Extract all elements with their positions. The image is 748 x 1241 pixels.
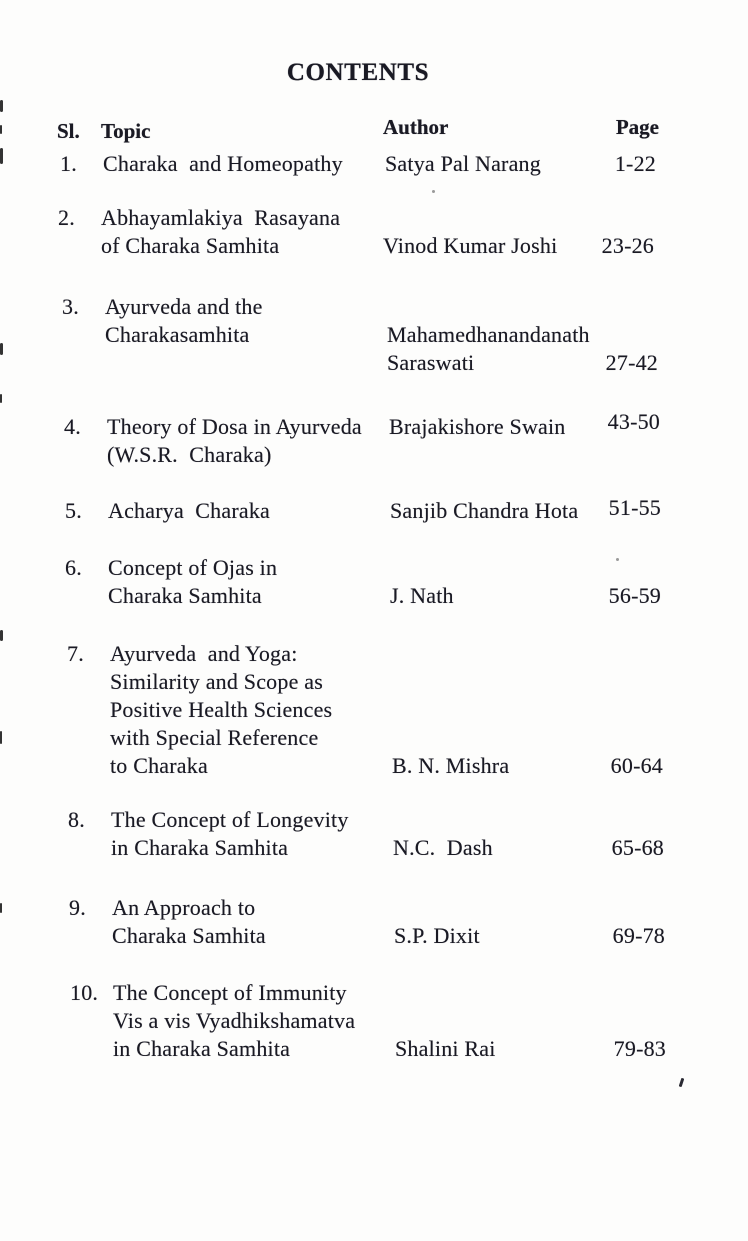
entry-topic: Acharya Charaka [108,498,271,523]
entry-topic: Charakasamhita [105,322,250,347]
page-title: CONTENTS [286,59,430,86]
entry-serial: 7. [67,641,84,666]
entry-author: J. Nath [390,583,454,608]
entry-line [58,204,654,232]
entry-line [62,293,658,321]
entry-line [58,232,654,260]
entry-topic: Charaka Samhita [108,583,262,608]
entry-line [68,834,664,862]
entry-topic: with Special Reference [110,725,319,750]
entry-line [70,979,666,1007]
entry-line [62,321,658,349]
entry-topic: (W.S.R. Charaka) [107,442,272,467]
contents-entry [58,204,654,260]
contents-entry [65,497,661,525]
entry-serial: 3. [62,294,79,319]
entry-topic: Similarity and Scope as [110,669,323,694]
entry-topic: in Charaka Samhita [113,1036,291,1061]
entry-page-range: 65-68 [611,835,664,860]
entry-line [67,752,663,780]
entry-line [69,922,665,950]
table-header-row [57,113,659,141]
entry-author: Vinod Kumar Joshi [383,233,558,258]
scan-speck [0,731,2,744]
entry-author: Satya Pal Narang [385,151,541,176]
scan-speck [432,190,435,193]
entry-line [65,582,661,610]
entry-topic: of Charaka Samhita [101,233,280,258]
entry-topic: Ayurveda and Yoga: [110,641,298,666]
entry-page-range: 1-22 [614,151,656,176]
entry-page-range: 43-50 [607,409,660,434]
entry-line [68,806,664,834]
entry-page-range: 79-83 [613,1036,666,1061]
entry-topic: Ayurveda and the [105,294,263,319]
entry-author: Mahamedhanandanath [387,322,590,347]
entry-serial: 9. [69,895,86,920]
entry-topic: Abhayamlakiya Rasayana [101,205,341,230]
contents-entry [62,293,658,377]
entry-line [67,696,663,724]
contents-entry [69,894,665,950]
entry-page-range: 56-59 [608,583,661,608]
contents-entry [67,640,663,780]
entry-topic: An Approach to [112,895,256,920]
entry-page-range: 60-64 [610,753,663,778]
scan-speck [0,630,3,641]
entry-line [67,640,663,668]
column-header-sl: Sl. [57,119,80,143]
entry-topic: in Charaka Samhita [111,835,289,860]
entry-line [67,724,663,752]
entry-author: Sanjib Chandra Hota [390,498,579,523]
entry-author: B. N. Mishra [392,753,510,778]
entry-line [65,497,661,525]
scan-speck [0,394,2,403]
entry-topic: Positive Health Sciences [110,697,333,722]
entry-topic: The Concept of Longevity [111,807,349,832]
entry-line [70,1035,666,1063]
entry-serial: 1. [60,151,77,176]
entry-author: Brajakishore Swain [389,414,566,439]
entry-topic: to Charaka [110,753,208,778]
entry-topic: Charaka and Homeopathy [103,151,343,176]
contents-entry [70,979,666,1063]
entry-author: Saraswati [387,350,475,375]
entry-serial: 5. [65,498,82,523]
entry-line [70,1007,666,1035]
contents-entry [68,806,664,862]
entry-serial: 4. [64,414,81,439]
entry-author: S.P. Dixit [394,923,480,948]
entry-line [64,441,660,469]
entry-page-range: 27-42 [605,350,658,375]
entry-line [67,668,663,696]
scan-speck [0,343,3,355]
entry-serial: 6. [65,555,82,580]
entry-line [69,894,665,922]
entry-topic: Vis a vis Vyadhikshamatva [113,1008,356,1033]
entry-topic: The Concept of Immunity [113,980,347,1005]
entry-page-range: 23-26 [601,233,654,258]
entry-line [62,349,658,377]
scan-speck [679,1078,685,1087]
entry-topic: Theory of Dosa in Ayurveda [107,414,362,439]
contents-entry [65,554,661,610]
entry-serial: 8. [68,807,85,832]
entry-author: N.C. Dash [393,835,493,860]
entry-line [64,409,660,441]
column-header-author: Author [383,115,449,139]
scan-speck [0,148,3,164]
entry-page-range: 69-78 [612,923,665,948]
entry-topic: Charaka Samhita [112,923,266,948]
scan-speck [0,100,3,112]
scan-speck [0,125,2,134]
scan-speck [616,558,619,561]
scan-speck [0,903,2,913]
entry-author: Shalini Rai [395,1036,496,1061]
entry-line [65,554,661,582]
contents-entry [64,409,660,469]
column-header-page: Page [615,115,659,139]
column-header-topic: Topic [101,119,151,143]
entry-serial: 2. [58,205,75,230]
entry-line [60,150,656,178]
entry-page-range: 51-55 [608,495,661,520]
entry-topic: Concept of Ojas in [108,555,278,580]
contents-entry [60,150,656,178]
entry-serial: 10. [70,980,99,1005]
